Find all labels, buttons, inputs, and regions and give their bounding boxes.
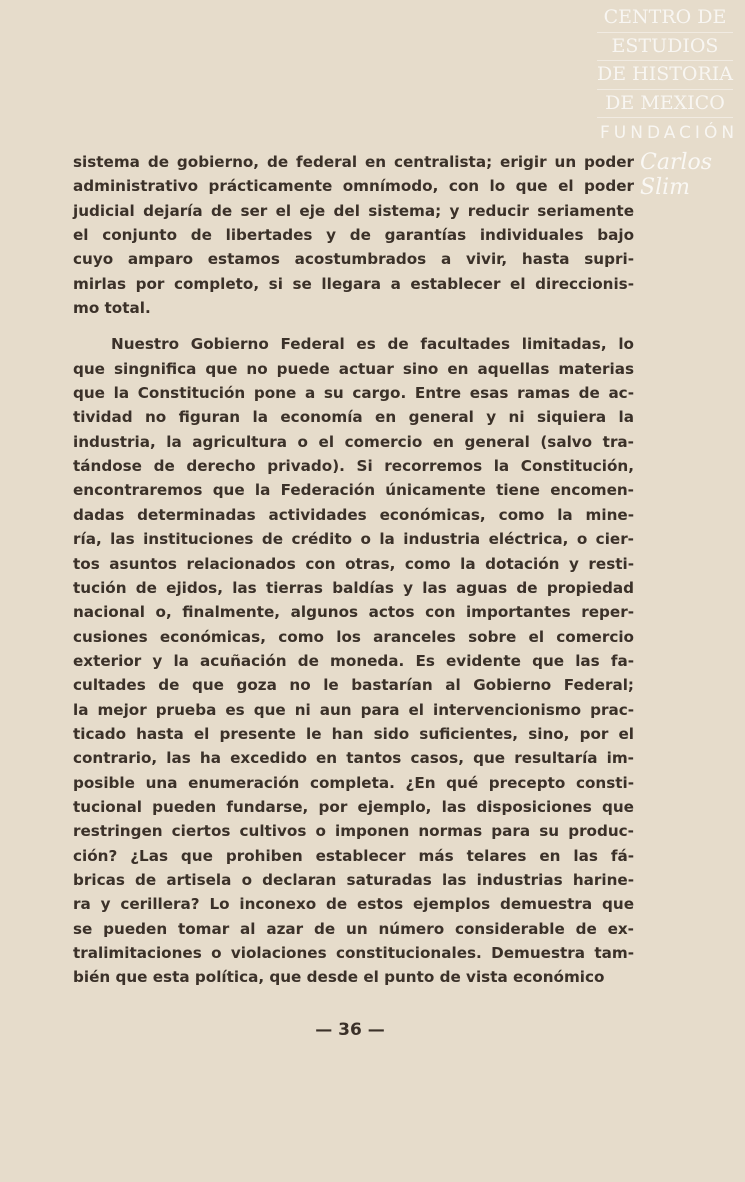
- text-line: tralimitaciones o violaciones constitucionales. Demuestra tam-: [73, 944, 634, 962]
- watermark-line: ESTUDIOS: [597, 33, 733, 62]
- text-line: se pueden tomar al azar de un número considerable de ex-: [73, 919, 634, 938]
- text-line: bién que esta política, que desde el punto de vista económico: [73, 968, 605, 987]
- text-line: el conjunto de libertades y de garantías individuales bajo: [73, 226, 634, 245]
- paragraph: [73, 332, 634, 989]
- text-line: contrario, las ha excedido en tantos casos, que resultaría im-: [73, 749, 634, 768]
- text-line: exterior y la acuñación de moneda. Es evidente que las fa-: [73, 651, 634, 670]
- paragraph-gap: [73, 320, 634, 332]
- text-line: tividad no figuran la economía en general y ni siquiera la: [73, 408, 634, 427]
- text-line: encontraremos que la Federación únicamente tiene encomen-: [73, 481, 634, 500]
- watermark-signature: Carlos Slim: [640, 150, 713, 200]
- text-line: industria, la agricultura o el comercio en general (salvo tra-: [73, 432, 634, 451]
- watermark-line: DE MEXICO: [597, 90, 733, 119]
- text-line: cultades de que goza no le bastarían al Gobierno Federal;: [73, 676, 634, 695]
- text-line: tos asuntos relacionados con otras, como la dotación y resti-: [73, 554, 634, 573]
- text-line: restringen ciertos cultivos o imponen normas para su produc-: [73, 822, 634, 841]
- text-line: ra y cerillera? Lo inconexo de estos ejemplos demuestra que: [73, 895, 634, 914]
- text-line: tución de ejidos, las tierras baldías y las aguas de propiedad: [73, 578, 634, 597]
- body-text: [73, 150, 634, 990]
- watermark-line: DE HISTORIA: [597, 61, 733, 90]
- text-line: ticado hasta el presente le han sido suficientes, sino, por el: [73, 724, 634, 743]
- text-line: que singnifica que no puede actuar sino en aquellas materias: [73, 359, 634, 378]
- text-line: cusiones económicas, como los aranceles sobre el comercio: [73, 627, 634, 646]
- watermark-fundacion: FUNDACIÓN: [600, 123, 739, 143]
- text-line: nacional o, finalmente, algunos actos con importantes reper-: [73, 603, 634, 622]
- text-line: que la Constitución pone a su cargo. Entre esas ramas de ac-: [73, 384, 634, 403]
- text-line: tándose de derecho privado). Si recorremos la Constitución,: [73, 457, 634, 476]
- text-line: sistema de gobierno, de federal en centralista; erigir un poder: [73, 153, 634, 171]
- paragraph: [73, 150, 634, 320]
- text-line: administrativo prácticamente omnímodo, con lo que el poder: [73, 177, 634, 196]
- text-line: Nuestro Gobierno Federal es de facultades limitadas, lo: [111, 335, 634, 354]
- text-line: ría, las instituciones de crédito o la industria eléctrica, o cier-: [73, 530, 634, 549]
- text-line: ción? ¿Las que prohiben establecer más telares en las fá-: [73, 846, 634, 865]
- text-line: mo total.: [73, 299, 151, 318]
- text-line: posible una enumeración completa. ¿En qué precepto consti-: [73, 773, 634, 792]
- text-line: dadas determinadas actividades económicas, como la mine-: [73, 505, 634, 524]
- text-line: la mejor prueba es que ni aun para el intervencionismo prac-: [73, 700, 634, 719]
- text-line: bricas de artisela o declaran saturadas las industrias harine-: [73, 870, 634, 889]
- text-line: mirlas por completo, si se llegara a establecer el direccionis-: [73, 274, 634, 293]
- page-number: — 36 —: [315, 1020, 385, 1040]
- text-line: tucional pueden fundarse, por ejemplo, las disposiciones que: [73, 797, 634, 816]
- watermark-line: CENTRO DE: [597, 4, 733, 33]
- text-line: cuyo amparo estamos acostumbrados a vivir, hasta supri-: [73, 250, 634, 269]
- text-line: judicial dejaría de ser el eje del sistema; y reducir seriamente: [73, 201, 634, 220]
- watermark: [597, 4, 733, 118]
